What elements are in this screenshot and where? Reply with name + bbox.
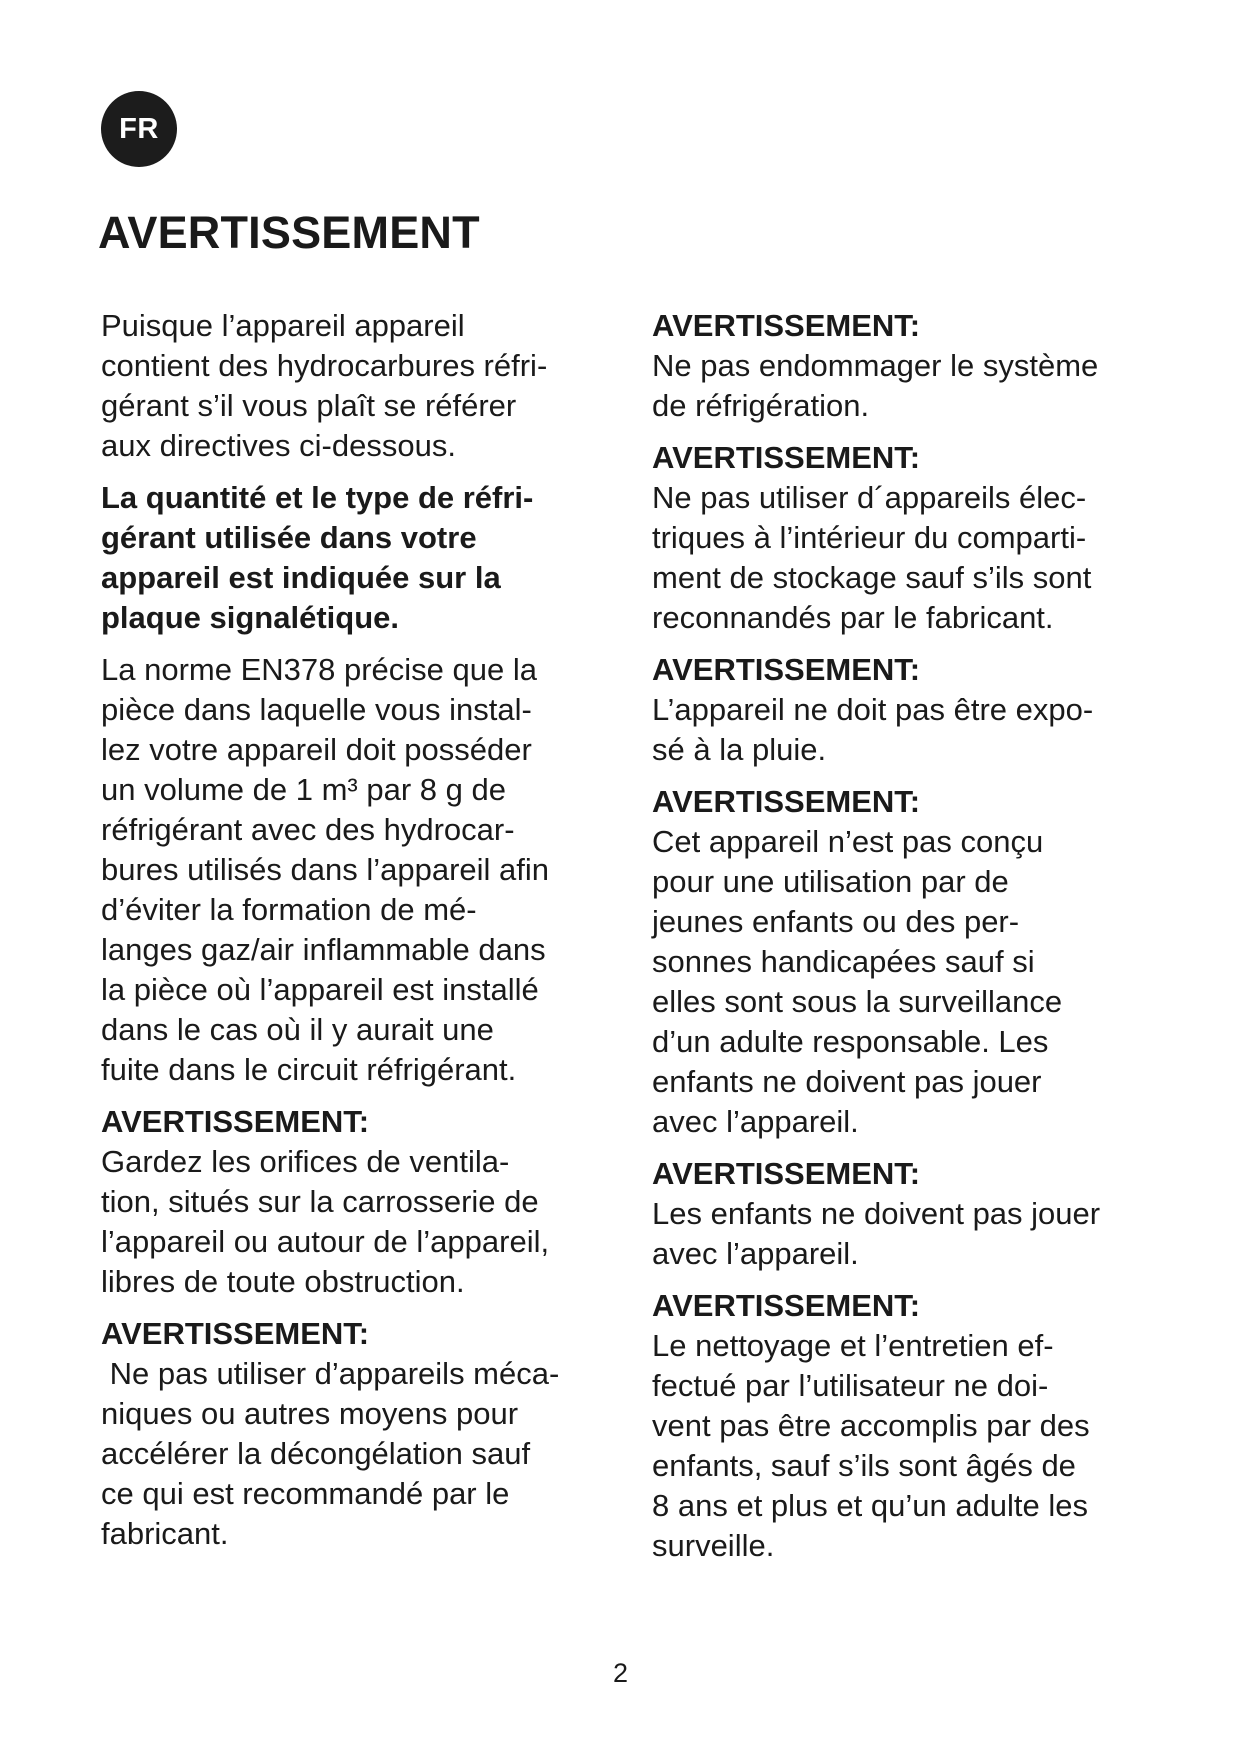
text-line: enfants, sauf s’ils sont âgés de	[652, 1448, 1076, 1483]
warning-ventilation	[101, 1102, 601, 1302]
text-line: sé à la pluie.	[652, 732, 827, 767]
text-line: gérant s’il vous plaît se référer	[101, 388, 517, 423]
text-line: sonnes handicapées sauf si	[652, 944, 1035, 979]
text-line: gérant utilisée dans votre	[101, 520, 477, 555]
text-line: Les enfants ne doivent pas jouer	[652, 1196, 1101, 1231]
text-line: contient des hydrocarbures réfri-	[101, 348, 548, 383]
text-line: surveille.	[652, 1528, 775, 1563]
right-column	[652, 306, 1157, 1578]
text-line: La norme EN378 précise que la	[101, 652, 537, 687]
text-line: réfrigérant avec des hydrocar-	[101, 812, 515, 847]
text-line: ce qui est recommandé par le	[101, 1476, 510, 1511]
text-line: Gardez les orifices de ventila-	[101, 1144, 510, 1179]
text-line: fuite dans le circuit réfrigérant.	[101, 1052, 517, 1087]
text-line: libres de toute obstruction.	[101, 1264, 465, 1299]
text-line: avec l’appareil.	[652, 1104, 859, 1139]
left-column	[101, 306, 601, 1566]
text-line: d’un adulte responsable. Les	[652, 1024, 1049, 1059]
text-line: appareil est indiquée sur la	[101, 560, 501, 595]
text-line: d’éviter la formation de mé-	[101, 892, 477, 927]
warning-children-play	[652, 1154, 1157, 1274]
text-line: avec l’appareil.	[652, 1236, 859, 1271]
text-line: accélérer la décongélation sauf	[101, 1436, 531, 1471]
text-line: la pièce où l’appareil est installé	[101, 972, 539, 1007]
text-line: langes gaz/air inflammable dans	[101, 932, 546, 967]
text-line: tion, situés sur la carrosserie de	[101, 1184, 539, 1219]
text-line: enfants ne doivent pas jouer	[652, 1064, 1042, 1099]
language-badge-label: FR	[119, 112, 159, 145]
warning-cleaning-maintenance	[652, 1286, 1157, 1566]
text-line: lez votre appareil doit posséder	[101, 732, 532, 767]
text-line: reconnandés par le fabricant.	[652, 600, 1054, 635]
text-line: vent pas être accomplis par des	[652, 1408, 1090, 1443]
warning-children-supervision	[652, 782, 1157, 1142]
en378-paragraph	[101, 650, 601, 1090]
text-line: L’appareil ne doit pas être expo-	[652, 692, 1094, 727]
text-line: un volume de 1 m³ par 8 g de	[101, 772, 506, 807]
warning-heading: AVERTISSEMENT:	[101, 1104, 370, 1139]
text-line: Ne pas utiliser d’appareils méca-	[101, 1356, 560, 1391]
warning-heading: AVERTISSEMENT:	[652, 1288, 921, 1323]
text-line: Cet appareil n’est pas conçu	[652, 824, 1044, 859]
page-title: AVERTISSEMENT	[98, 207, 480, 258]
text-line: de réfrigération.	[652, 388, 870, 423]
text-line: dans le cas où il y aurait une	[101, 1012, 494, 1047]
intro-paragraph	[101, 306, 601, 466]
text-line: pièce dans laquelle vous instal-	[101, 692, 532, 727]
refrigerant-info-paragraph	[101, 478, 601, 638]
text-line: fectué par l’utilisateur ne doi-	[652, 1368, 1049, 1403]
text-line: fabricant.	[101, 1516, 229, 1551]
text-line: bures utilisés dans l’appareil afin	[101, 852, 550, 887]
text-line: l’appareil ou autour de l’appareil,	[101, 1224, 550, 1259]
text-line: ment de stockage sauf s’ils sont	[652, 560, 1092, 595]
language-badge	[101, 91, 177, 167]
text-line: La quantité et le type de réfri-	[101, 480, 534, 515]
warning-heading: AVERTISSEMENT:	[652, 440, 921, 475]
text-line: 8 ans et plus et qu’un adulte les	[652, 1488, 1089, 1523]
warning-refrigeration-system	[652, 306, 1157, 426]
warning-heading: AVERTISSEMENT:	[101, 1316, 370, 1351]
text-line: aux directives ci-dessous.	[101, 428, 456, 463]
text-line: pour une utilisation par de	[652, 864, 1009, 899]
warning-heading: AVERTISSEMENT:	[652, 308, 921, 343]
warning-rain-exposure	[652, 650, 1157, 770]
text-line: plaque signalétique.	[101, 600, 399, 635]
warning-electrical-appliances	[652, 438, 1157, 638]
text-line: Ne pas endommager le système	[652, 348, 1099, 383]
text-line: Puisque l’appareil appareil	[101, 308, 465, 343]
page-number: 2	[612, 1658, 629, 1688]
warning-defrosting	[101, 1314, 601, 1554]
warning-heading: AVERTISSEMENT:	[652, 784, 921, 819]
text-line: Ne pas utiliser d´appareils élec-	[652, 480, 1087, 515]
text-line: elles sont sous la surveillance	[652, 984, 1063, 1019]
warning-heading: AVERTISSEMENT:	[652, 1156, 921, 1191]
text-line: niques ou autres moyens pour	[101, 1396, 519, 1431]
text-line: jeunes enfants ou des per-	[652, 904, 1020, 939]
warning-heading: AVERTISSEMENT:	[652, 652, 921, 687]
text-line: triques à l’intérieur du comparti-	[652, 520, 1087, 555]
text-line: Le nettoyage et l’entretien ef-	[652, 1328, 1054, 1363]
